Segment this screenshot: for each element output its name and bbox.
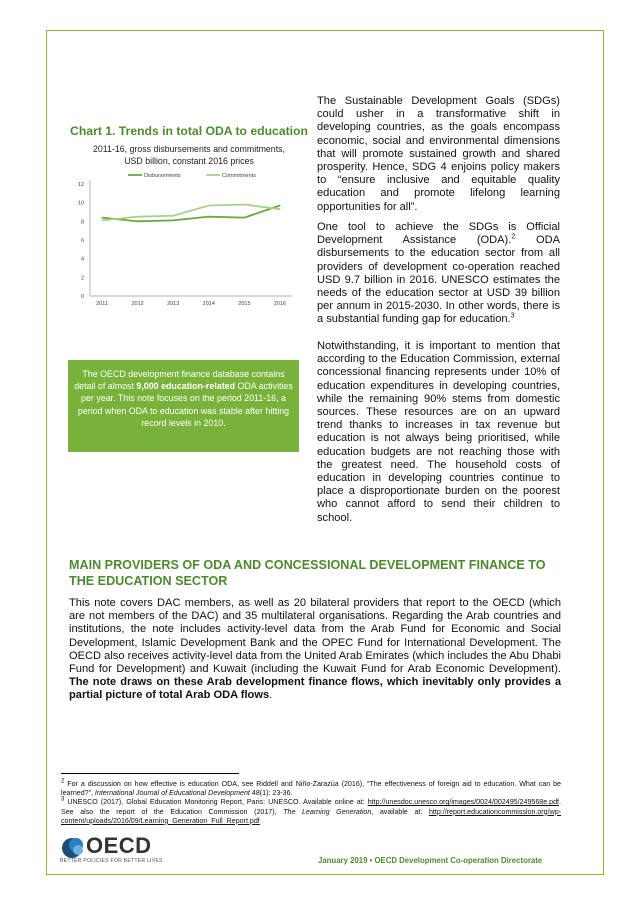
paragraph-oda-text-1: One tool to achieve the SDGs is Official Development Assistance (ODA). (317, 221, 560, 247)
info-box (68, 360, 299, 452)
footnote-2-journal: International Journal of Educational Development (94, 789, 250, 798)
x-tick-label: 2015 (238, 301, 251, 307)
data-point-commitments (244, 204, 245, 205)
footnote-2-text-2: 48(1): 23-36. (249, 789, 293, 798)
paragraph-sdgs: The Sustainable Development Goals (SDGs) could usher in a transformative shift in developing countries, as the goals encompass economic, social and environmental dimensions that will promote sustained growth and shared prosperity. Hence, SDG 4 enjoins policy makers to “ensure inclusive and equitable quality education and promote lifelong learning opportunities for all”. (317, 95, 560, 213)
y-tick-label: 10 (77, 200, 84, 207)
oecd-logo-text: OECD (86, 833, 152, 858)
series-line-disbursements (102, 205, 280, 221)
data-point-disbursements (101, 217, 102, 218)
y-tick-label: 6 (80, 238, 84, 244)
data-point-commitments (208, 205, 209, 206)
x-tick-label: 2012 (131, 301, 144, 307)
section-body-bold: The note draws on these Arab development finance flows, which inevitably only provides a partial picture of total Arab ODA flows (69, 676, 561, 702)
footnote-divider (61, 773, 239, 774)
info-box-text-1: The OECD development finance database contains detail of almost (74, 369, 285, 392)
x-tick-label: 2016 (273, 301, 287, 307)
education-commission-report-link[interactable]: http://report.educationcommission.org/wp-content/uploads/2016/09/Learning_Generation_Full_Report.pdf (61, 807, 562, 825)
section-heading: MAIN PROVIDERS OF ODA AND CONCESSIONAL DEVELOPMENT FINANCE TO THE EDUCATION SECTOR (69, 558, 546, 588)
data-point-disbursements (208, 216, 209, 217)
data-point-commitments (101, 220, 102, 221)
page-footer: January 2019 • OECD Development Co-operation Directorate (318, 856, 543, 865)
paragraph-oda-text-2: ODA disbursements to the education sector from all providers of development co-operation reached USD 9.7 billion in 2016. UNESCO estimates the needs of the education sector at USD 39 billion per annum in 2015-2030. In other words, there is a substantial funding gap for education. (317, 234, 561, 326)
x-tick-label: 2014 (202, 301, 215, 307)
y-tick-label: 0 (80, 294, 84, 300)
footnote-3 (61, 798, 561, 826)
data-point-commitments (279, 209, 280, 210)
oda-line-chart (68, 166, 300, 314)
legend-label-disbursements: Disbursements (144, 173, 181, 179)
footnote-3-text-2: . See also the report of the Education Commission (2017), (61, 798, 561, 816)
data-point-disbursements (244, 217, 245, 218)
footnote-3-text-1: UNESCO (2017), Global Education Monitoring Report, Paris: UNESCO. Available online at: (64, 798, 368, 807)
data-point-disbursements (173, 220, 174, 221)
section-body (69, 597, 561, 703)
legend-label-commitments: Commitments (222, 173, 256, 179)
paragraph-oda (317, 221, 560, 327)
paragraph-education-commission: Notwithstanding, it is important to mention that according to the Education Commission, external concessional financing represents under 10% of education expenditures in developing countries, while the remaining 90% stems from domestic sources. These resources are on an upward trend thanks to increases in tax revenue but education is not always being prioritised, while education budgets are not reaching those with the greatest need. The household costs of education in developing countries continue to place a disproportionate burden on the poorest who cannot afford to send their children to school. (317, 340, 560, 524)
data-point-disbursements (137, 221, 138, 222)
section-body-text: This note covers DAC members, as well as 20 bilateral providers that report to the OECD (which are not members of the DAC) and 35 multilateral organisations. Regarding the Arab countries and institutions, the note includes activity-level data from the Arab Fund for Economic and Social Development, Islamic Development Bank and the OPEC Fund for International Development. The OECD also receives activity-level data from the United Arab Emirates (which includes the Abu Dhabi Fund for Development) and Kuwait (including the Kuwait Fund for Arab Economic Development). (69, 597, 561, 676)
footnotes (61, 780, 561, 826)
oecd-tagline: BETTER POLICIES FOR BETTER LIVES (60, 858, 163, 864)
chart-title: Chart 1. Trends in total ODA to education (70, 124, 308, 138)
x-tick-label: 2011 (96, 301, 108, 307)
footnote-2-number: 2 (61, 778, 65, 785)
footnote-ref-2[interactable]: 2 (511, 233, 516, 241)
data-point-disbursements (279, 205, 280, 206)
footnote-ref-3[interactable]: 3 (510, 312, 515, 320)
data-point-commitments (173, 215, 174, 216)
data-point-commitments (137, 216, 138, 217)
chart-subtitle-line-2: USD billion, constant 2016 prices (124, 156, 254, 166)
y-tick-label: 8 (80, 219, 84, 226)
chart-subtitle-line-1: 2011-16, gross disbursements and commitments, (93, 144, 285, 154)
y-tick-label: 12 (77, 182, 84, 188)
footnote-3-number: 3 (61, 797, 65, 804)
y-tick-label: 2 (80, 275, 84, 282)
info-box-text-2: ODA activities per year. This note focuses on the period 2011-16, a period when ODA to education was stable after hitting record levels in 2010. (77, 381, 293, 428)
section-body-end: . (269, 689, 273, 702)
chart-subtitle (70, 143, 308, 167)
footnote-2 (61, 780, 561, 798)
footnote-2-text-1: For a discussion on how effective is education ODA, see Riddell and Niño-Zarazúa (2016), “The effectiveness of foreign aid to education. What can be learned?”, (61, 780, 561, 798)
footnote-3-title: The Learning Generation (283, 807, 372, 816)
unesco-report-link[interactable]: http://unesdoc.unesco.org/images/0024/002495/249568e.pdf (367, 798, 560, 807)
x-tick-label: 2013 (167, 301, 180, 307)
y-tick-label: 4 (80, 256, 84, 263)
footnote-3-text-3: , available at: (371, 807, 429, 816)
info-box-bold: 9,000 education-related (136, 381, 236, 392)
